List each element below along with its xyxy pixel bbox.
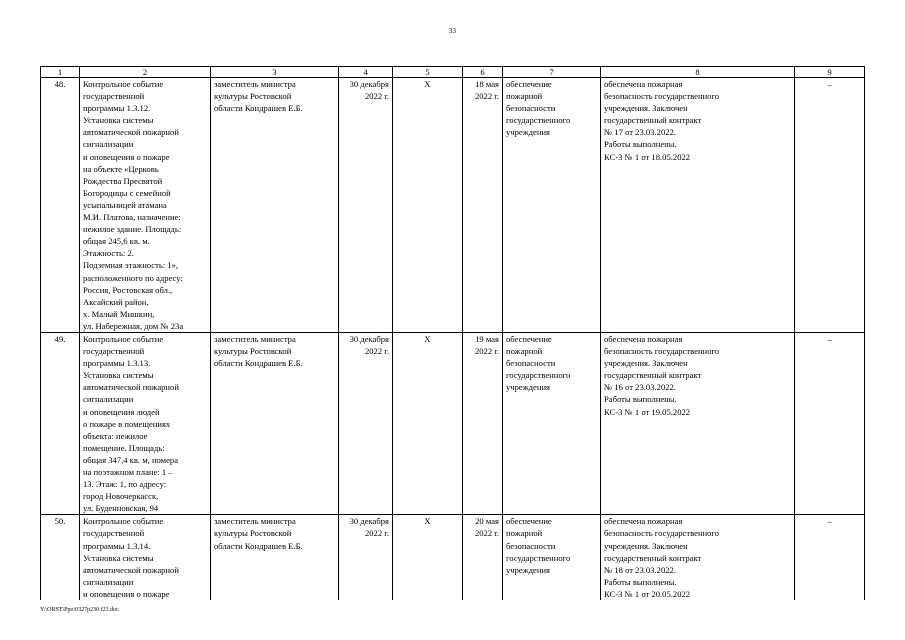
note-cell: обеспечена пожарная безопасность государственного учреждения. Заключен государственный контракт № 16 от 23.03.2022. Работы выполнены. КС-3 № 1 от 19.05.2022 <box>601 332 795 514</box>
note-cell: обеспечена пожарная безопасность государственного учреждения. Заключен государственный контракт № 18 от 23.03.2022. Работы выполнены. КС-3 № 1 от 20.05.2022 <box>601 515 795 600</box>
column-header: 1 <box>41 67 80 78</box>
col9-cell: – <box>795 78 865 333</box>
column-header: 9 <box>795 67 865 78</box>
column-header: 7 <box>503 67 601 78</box>
column-header: 5 <box>393 67 463 78</box>
control-event-cell: Контрольное событие государственной программы 1.3.13. Установка системы автоматической пожарной сигнализации и оповещения людей о пожаре в помещениях объекта: нежилое помещение. Площадь: общая 347,4 кв. м, номера на поэтажном плане: 1 – 13. Этаж: 1, по адресу: город Новочеркасск, ул. Буденновская, 94 <box>80 332 211 514</box>
responsible-cell: заместитель министра культуры Ростовской области Кондрашев Е.Б. <box>211 515 339 600</box>
column-header: 4 <box>339 67 393 78</box>
col5-cell: Х <box>393 332 463 514</box>
fact-date-cell: 18 мая 2022 г. <box>463 78 503 333</box>
report-table <box>40 66 865 600</box>
table-row <box>41 332 865 514</box>
column-header: 8 <box>601 67 795 78</box>
column-number-row <box>41 67 865 78</box>
result-cell: обеспечение пожарной безопасности государственного учреждения <box>503 515 601 600</box>
column-header: 2 <box>80 67 211 78</box>
row-number: 48. <box>41 78 80 333</box>
control-event-cell: Контрольное событие государственной программы 1.3.14. Установка системы автоматической пожарной сигнализации и оповещения о пожаре <box>80 515 211 600</box>
page-number: 33 <box>449 27 456 35</box>
result-cell: обеспечение пожарной безопасности государственного учреждения <box>503 332 601 514</box>
col5-cell: Х <box>393 78 463 333</box>
col9-cell: – <box>795 515 865 600</box>
row-number: 49. <box>41 332 80 514</box>
column-header: 3 <box>211 67 339 78</box>
result-cell: обеспечение пожарной безопасности государственного учреждения <box>503 78 601 333</box>
plan-date-cell: 30 декабря 2022 г. <box>339 78 393 333</box>
note-cell: обеспечена пожарная безопасность государственного учреждения. Заключен государственный контракт № 17 от 23.03.2022. Работы выполнены. КС-3 № 1 от 18.05.2022 <box>601 78 795 333</box>
col5-cell: Х <box>393 515 463 600</box>
plan-date-cell: 30 декабря 2022 г. <box>339 515 393 600</box>
control-event-cell: Контрольное событие государственной программы 1.3.12. Установка системы автоматической пожарной сигнализации и оповещения о пожаре на объекте «Церковь Рождества Пресвятой Богородицы с семейной усыпальницей атамана М.И. Платова, назначение: нежилое здание. Площадь: общая 245,6 кв. м. Этажность: 2. Подземная этажность: 1», расположенного по адресу: Россия, Ростовская обл., Аксайский район, х. Малый Мишкин, ул. Набережная, дом № 23а <box>80 78 211 333</box>
col9-cell: – <box>795 332 865 514</box>
row-number: 50. <box>41 515 80 600</box>
file-path-footer: Y:\ORST\Ppo\0327p230.f23.doc <box>40 607 119 613</box>
column-header: 6 <box>463 67 503 78</box>
table-row <box>41 515 865 600</box>
table-row <box>41 78 865 333</box>
responsible-cell: заместитель министра культуры Ростовской области Кондрашев Е.Б. <box>211 78 339 333</box>
fact-date-cell: 20 мая 2022 г. <box>463 515 503 600</box>
plan-date-cell: 30 декабря 2022 г. <box>339 332 393 514</box>
responsible-cell: заместитель министра культуры Ростовской области Кондрашев Е.Б. <box>211 332 339 514</box>
fact-date-cell: 19 мая 2022 г. <box>463 332 503 514</box>
